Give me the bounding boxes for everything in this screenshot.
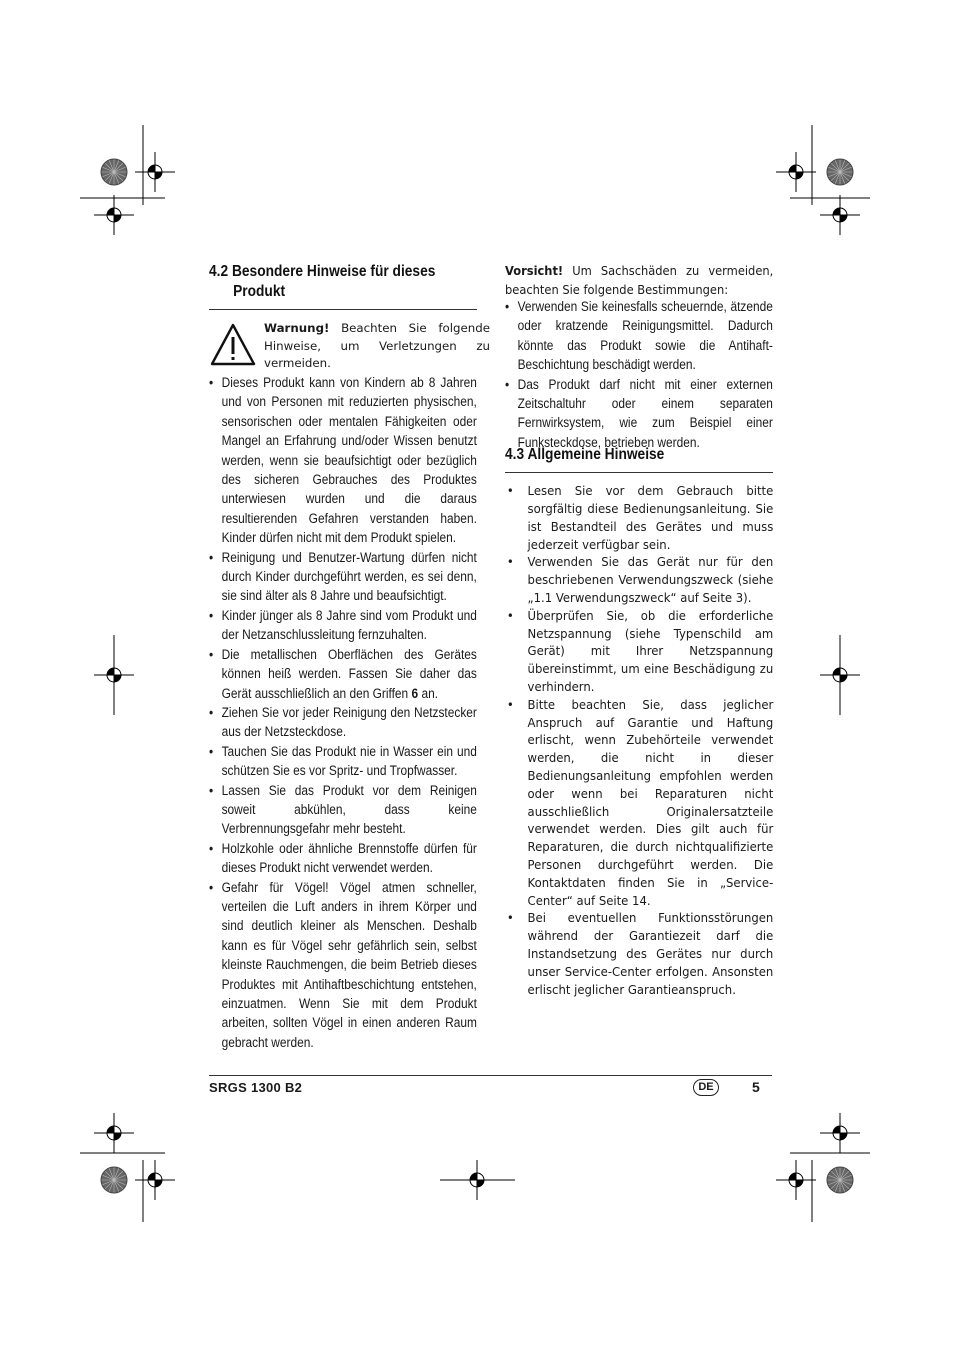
list-item: • Lesen Sie vor dem Gebrauch bitte sorgfältig diese Bedienungsanleitung. Sie ist Bestandteil des Gerätes und muss jederzeit verfügbar sein. (505, 482, 773, 553)
print-calibration-disc-icon (827, 1167, 853, 1193)
footer-model-number: SRGS 1300 B2 (209, 1080, 303, 1095)
list-item: • Holzkohle oder ähnliche Brennstoffe dürfen für dieses Produkt nicht verwendet werden. (209, 840, 477, 879)
general-bullet-list (505, 482, 773, 998)
section-title-line1: Besondere Hinweise für dieses (231, 263, 436, 280)
warning-text: Beachten Sie folgende Hinweise, um Verletzungen zu vermeiden. (264, 321, 490, 370)
page-number: 5 (752, 1079, 760, 1095)
list-item: • Dieses Produkt kann von Kindern ab 8 Jahren und von Personen mit reduzierten physischen, sensorischen oder mentalen Fähigkeiten oder Mangel an Erfahrung und/oder Wissen benutzt werden, wenn sie beaufsichtigt oder bezüglich des sicheren Gebrauches des Produktes unterwiesen wurden und die daraus resultierenden Gefahren verstanden haben. Kinder dürfen nicht mit dem Produkt spielen. (209, 374, 477, 549)
section-heading-4-3 (505, 445, 773, 473)
list-item: • Bei eventuellen Funktionsstörungen während der Garantiezeit darf die Instandsetzung des Gerätes nur durch unser Service-Center erfolgen. Ansonsten erlischt jeglicher Garantieanspruch. (505, 909, 773, 998)
list-item: • Überprüfen Sie, ob die erforderliche Netzspannung (siehe Typenschild am Gerät) mit Ihrer Netzspannung übereinstimmt, um eine Beschädigung zu verhindern. (505, 607, 773, 696)
safety-bullet-list (209, 374, 477, 1053)
section-title-line2: Produkt (233, 283, 286, 300)
section-title: Allgemeine Hinweise (527, 446, 665, 464)
list-item: • Das Produkt darf nicht mit einer externen Zeitschaltuhr oder einem separaten Fernwirksystem, wie zum Beispiel einer Funksteckdose, betrieben werden. (505, 376, 773, 454)
list-item: • Verwenden Sie keinesfalls scheuernde, ätzende oder kratzende Reinigungsmittel. Dadurch könnte das Produkt sowie die Antihaft-Beschichtung beschädigt werden. (505, 298, 773, 376)
print-calibration-disc-icon (101, 159, 127, 185)
registration-mark-icon (776, 1160, 816, 1200)
section-heading-4-2 (209, 262, 477, 310)
list-item: • Lassen Sie das Produkt vor dem Reinigen soweit abkühlen, dass keine Verbrennungsgefahr mehr besteht. (209, 782, 477, 840)
warning-label: Warnung! (264, 321, 330, 335)
registration-mark-icon (135, 1160, 175, 1200)
warning-box (209, 320, 490, 374)
registration-mark-icon (94, 1113, 134, 1153)
list-item: • Ziehen Sie vor jeder Reinigung den Netzstecker aus der Netzsteckdose. (209, 704, 477, 743)
list-item: • Kinder jünger als 8 Jahre sind vom Produkt und der Netzanschlussleitung fernzuhalten. (209, 607, 477, 646)
registration-mark-icon (135, 152, 175, 192)
language-badge: DE (693, 1079, 719, 1096)
section-number: 4.3 (505, 446, 525, 464)
registration-mark-icon (820, 1113, 860, 1153)
list-item: • Reinigung und Benutzer-Wartung dürfen nicht durch Kinder durchgeführt werden, es sei denn, sie sind älter als 8 Jahre und beaufsichtigt. (209, 549, 477, 607)
left-column (209, 262, 490, 1053)
list-item: • Verwenden Sie das Gerät nur für den beschriebenen Verwendungszweck (siehe „1.1 Verwendungszweck“ auf Seite 3). (505, 553, 773, 606)
right-column (505, 262, 773, 998)
footer-rule (209, 1075, 772, 1076)
caution-label: Vorsicht! (505, 264, 564, 278)
caution-bullet-list (505, 298, 773, 453)
caution-paragraph (505, 262, 773, 300)
griffen-text-after: an. (418, 685, 439, 702)
registration-mark-icon (94, 195, 134, 235)
list-item: • Bitte beachten Sie, dass jeglicher Anspruch auf Garantie und Haftung erlischt, wenn Zubehörteile verwendet werden, die nicht in dieser Bedienungsanleitung empfohlen werden oder wenn bei Reparaturen nicht ausschließlich Originalersatzteile verwendet werden. Dies gilt auch für Reparaturen, die durch nichtqualifizierte Personen durchgeführt werden. Die Kontaktdaten finden Sie in „Service-Center“ auf Seite 14. (505, 696, 773, 910)
section-number: 4.2 (209, 263, 229, 280)
warning-triangle-icon (209, 322, 257, 368)
list-item (209, 646, 477, 704)
caution-text: Um Sachschäden zu vermeiden, beachten Sie folgende Bestimmungen: (505, 264, 774, 297)
print-calibration-disc-icon (101, 1167, 127, 1193)
registration-mark-icon (820, 195, 860, 235)
registration-mark-icon (776, 152, 816, 192)
list-item: • Gefahr für Vögel! Vögel atmen schneller, verteilen die Luft anders in ihrem Körper und sind deutlich kleiner als Menschen. Deshalb kann es für Vögel sehr gefährlich sein, selbst kleinste Rauchmengen, die beim Betrieb dieses Produktes mit Antihaftbeschichtung entstehen, einzuatmen. Wenn Sie mit dem Produkt arbeiten, sollten Vögel in einen anderen Raum gebracht werden. (209, 879, 477, 1054)
print-calibration-disc-icon (827, 159, 853, 185)
griffen-part-number: 6 (411, 685, 419, 702)
griffen-text-before: Die metallischen Oberflächen des Gerätes können heiß werden. Fassen Sie daher das Gerät ausschließlich an den Griffen (221, 646, 477, 702)
list-item: • Tauchen Sie das Produkt nie in Wasser ein und schützen Sie es vor Spritz- und Tropfwasser. (209, 743, 477, 782)
